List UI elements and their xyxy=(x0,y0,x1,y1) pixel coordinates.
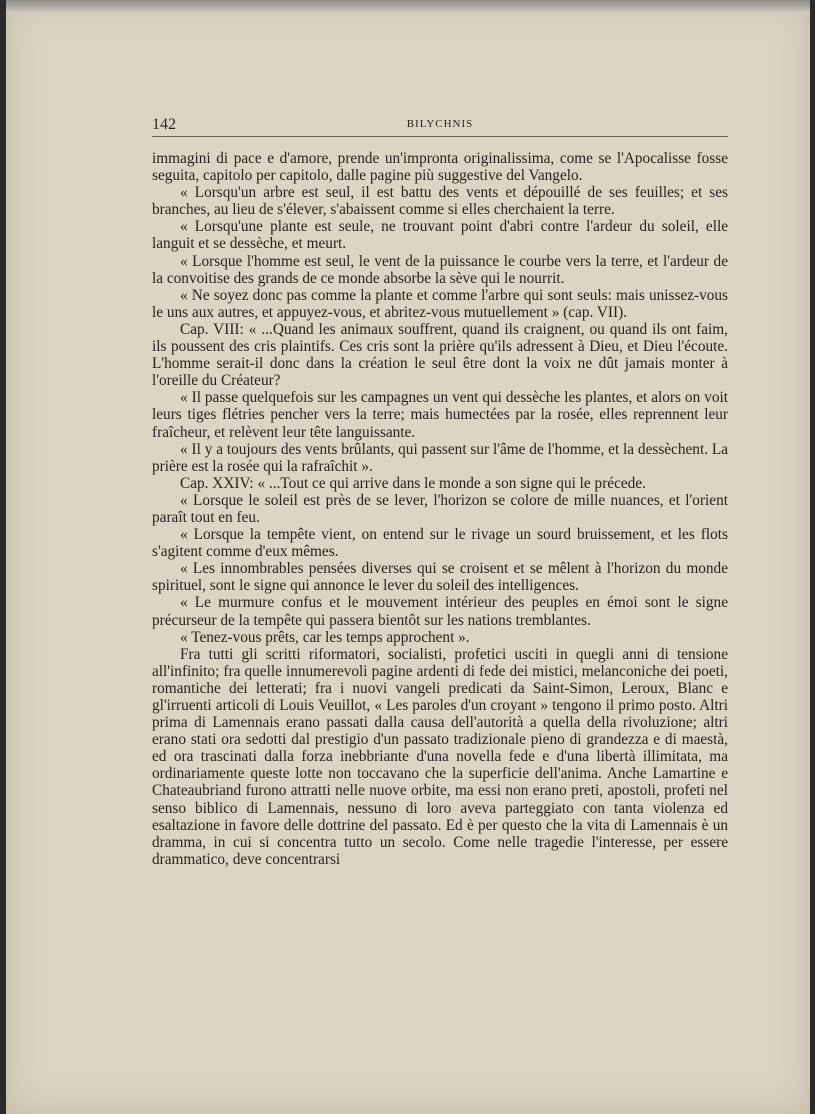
book-page xyxy=(6,0,810,1114)
paragraph: « Tenez-vous prêts, car les temps approchent ». xyxy=(180,628,470,646)
page-top-edge xyxy=(6,0,810,14)
paragraph: Cap. VIII: « ...Quand les animaux souffrent, quand ils craignent, ou quand ils ont faim, ils poussent des cris plaintifs. Ces cris sont la prière qu'ils adressent à Dieu, et Dieu l'écoute. L'homme serait-il donc dans la création le seul être dont la voix ne dût jamais monter à l'oreille du Créateur? xyxy=(152,320,728,390)
paragraph: « Lorsqu'un arbre est seul, il est battu des vents et dépouillé de ses feuilles; et ses branches, au lieu de s'élever, s'abaissent comme si elles cherchaient la terre. xyxy=(152,184,728,219)
paragraph: Cap. XXIV: « ...Tout ce qui arrive dans le monde a son signe qui le précede. xyxy=(180,474,646,492)
paragraph: « Lorsqu'une plante est seule, ne trouvant point d'abri contre l'ardeur du soleil, elle languit et se dessèche, et meurt. xyxy=(152,218,728,253)
paragraph: Fra tutti gli scritti riformatori, socialisti, profetici usciti in quegli anni di tensione all'infinito; fra quelle innumerevoli pagine ardenti di fede dei mistici, melanconiche dei poeti, romantiche dei letterati; fra i nuovi vangeli predicati da Saint-Simon, Leroux, Blanc e gl'irruenti articoli di Louis Veuillot, « Les paroles d'un croyant » tengono il primo posto. Altri prima di Lamennais erano passati dalla causa dell'autorità a quella della rivoluzione; altri erano stati ora sedotti dal prestigio d'un passato tradizionale pieno di grandezza e di maestà, ed ora trascinati dalla forza inebbriante d'una novella fede e d'una libertà illimitata, ma ordinariamente queste lotte non toccavano che la superficie dell'anima. Anche Lamartine e Chateaubriand furono attratti nelle nuove orbite, ma essi non erano preti, apostoli, profeti nel senso biblico di Lamennais, nessuno di loro aveva parteggiato con tanta violenza ed esaltazione in favore delle dottrine del passato. Ed è per questo che la vita di Lamennais è un dramma, in cui si concentra tutto un secolo. Come nelle tragedie l'interesse, per essere drammatico, deve concentrarsi xyxy=(152,645,728,868)
page-number: 142 xyxy=(152,116,176,133)
running-head xyxy=(152,112,728,137)
paragraph: « Ne soyez donc pas comme la plante et comme l'arbre qui sont seuls: mais unissez-vous le uns aux autres, et appuyez-vous, et abritez-vous mutuellement » (cap. VII). xyxy=(152,286,728,321)
paragraph: « Le murmure confus et le mouvement intérieur des peuples en émoi sont le signe précurseur de la tempête qui passera bientôt sur les nations tremblantes. xyxy=(152,594,728,629)
body-text xyxy=(152,150,728,868)
paragraph: immagini di pace e d'amore, prende un'impronta originalissima, come se l'Apocalisse fosse seguita, capitolo per capitolo, dalle pagine più suggestive del Vangelo. xyxy=(152,150,728,185)
paragraph: « Lorsque le soleil est près de se lever, l'horizon se colore de mille nuances, et l'orient paraît tout en feu. xyxy=(152,491,728,526)
journal-title: BILYCHNIS xyxy=(406,118,474,130)
paragraph: « Lorsque l'homme est seul, le vent de la puissance le courbe vers la terre, et l'ardeur de la convoitise des grands de ce monde absorbe la sève qui le nourrit. xyxy=(152,252,728,287)
paragraph: « Les innombrables pensées diverses qui se croisent et se mêlent à l'horizon du monde spirituel, sont le signe qui annonce le lever du soleil des intelligences. xyxy=(152,560,728,595)
paragraph: « Lorsque la tempête vient, on entend sur le rivage un sourd bruissement, et les flots s'agitent comme d'eux mêmes. xyxy=(152,526,728,561)
paragraph: « Il y a toujours des vents brûlants, qui passent sur l'âme de l'homme, et la dessèchent. La prière est la rosée qui la rafraîchit ». xyxy=(152,440,728,475)
paragraph: « Il passe quelquefois sur les campagnes un vent qui dessèche les plantes, et alors on voit leurs tiges flétries pencher vers la terre; mais humectées par la rosée, elles reprennent leur fraîcheur, et relèvent leur tête languissante. xyxy=(152,389,728,441)
